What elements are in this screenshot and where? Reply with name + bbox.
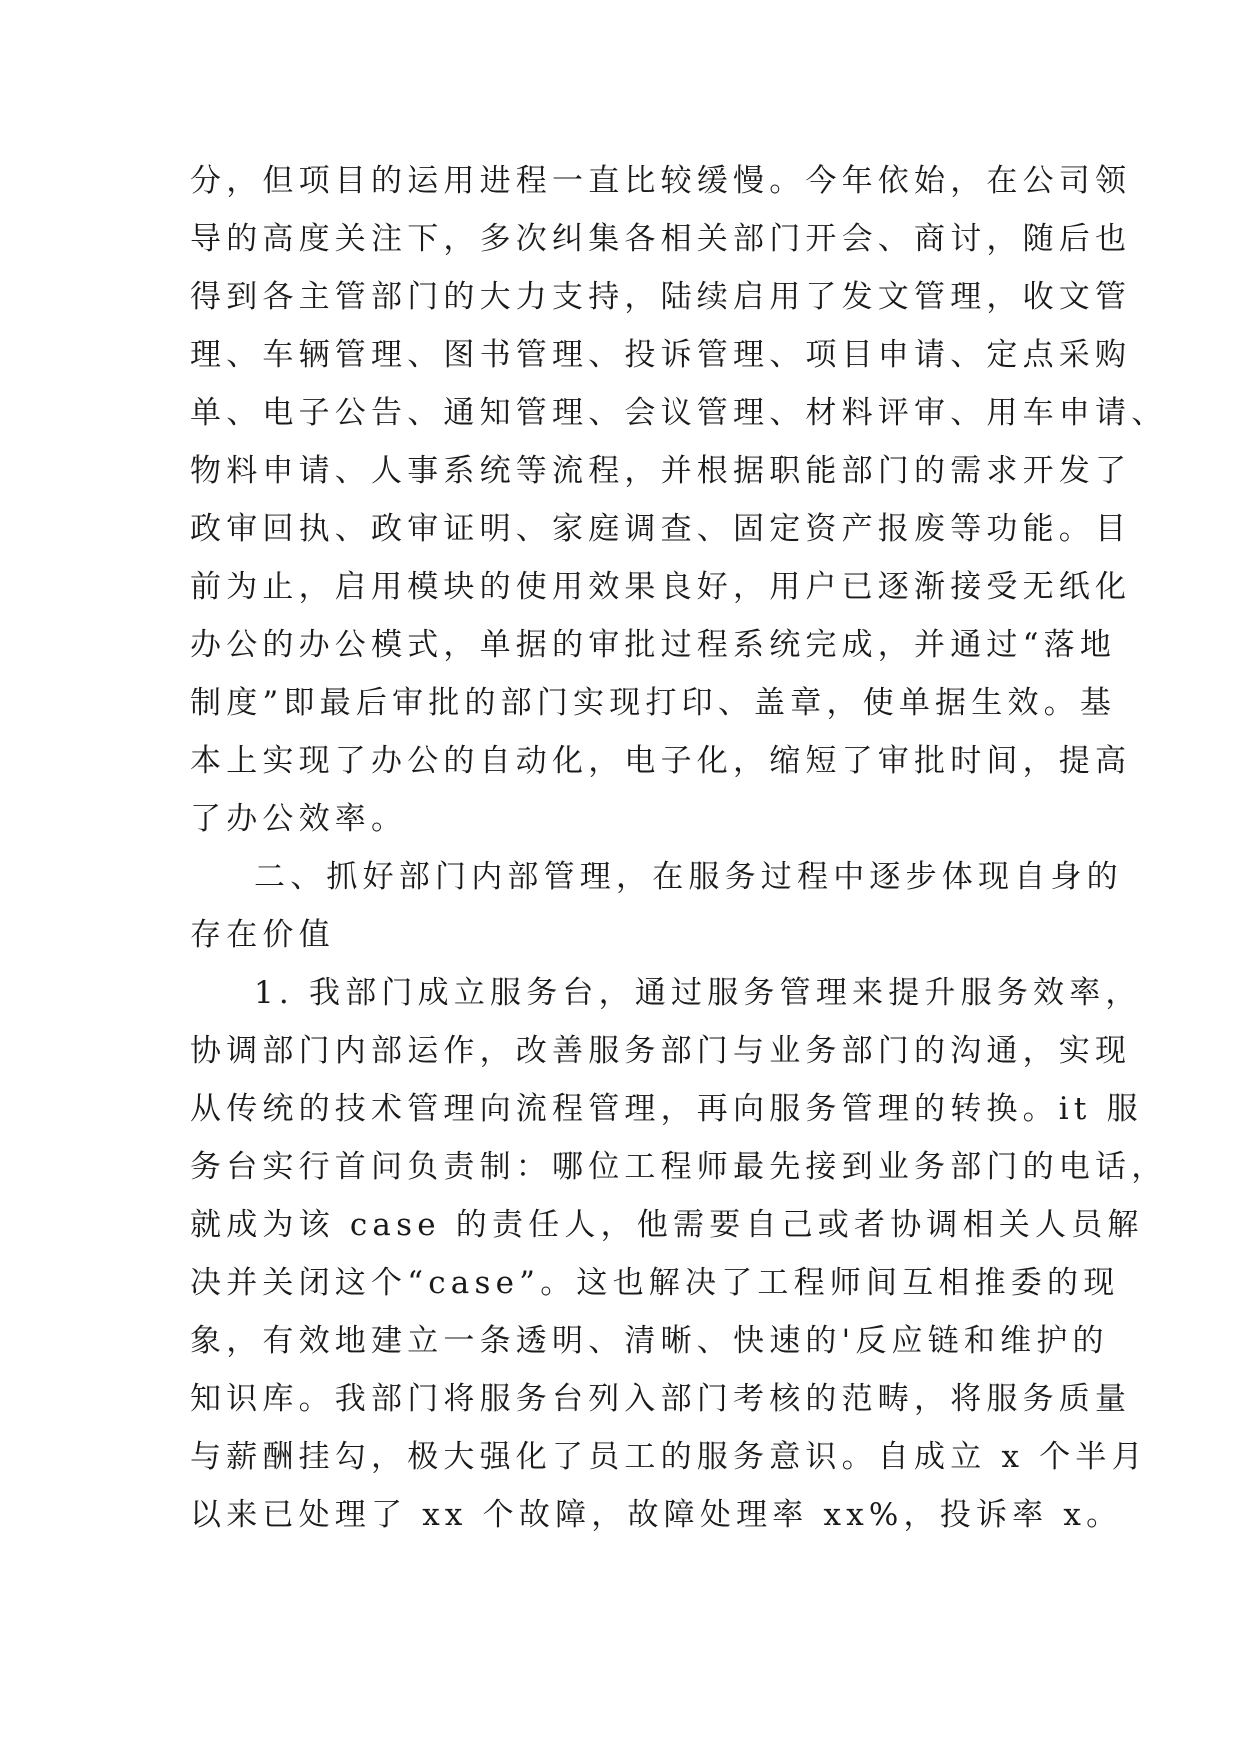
text-line: 协调部门内部运作，改善服务部门与业务部门的沟通，实现 (190, 1033, 1132, 1069)
text-line: 物料申请、人事系统等流程，并根据职能部门的需求开发了 (190, 453, 1132, 489)
text-line: 从传统的技术管理向流程管理，再向服务管理的转换。it 服 (190, 1091, 1143, 1127)
body-text (190, 152, 1168, 1544)
text-line: 本上实现了办公的自动化，电子化，缩短了审批时间，提高 (190, 743, 1132, 779)
text-line: 得到各主管部门的大力支持，陆续启用了发文管理，收文管 (190, 279, 1132, 315)
text-line: 分，但项目的运用进程一直比较缓慢。今年依始，在公司领 (190, 163, 1132, 199)
text-line: 象，有效地建立一条透明、清晰、快速的'反应链和维护的 (190, 1323, 1109, 1359)
text-line: 单、电子公告、通知管理、会议管理、材料评审、用车申请、 (190, 395, 1168, 431)
text-line: 知识库。我部门将服务台列入部门考核的范畴，将服务质量 (190, 1381, 1132, 1417)
text-line: 决并关闭这个“case”。这也解决了工程师间互相推委的现 (190, 1265, 1120, 1301)
text-line: 前为止，启用模块的使用效果良好，用户已逐渐接受无纸化 (190, 569, 1132, 605)
text-line: 导的高度关注下，多次纠集各相关部门开会、商讨，随后也 (190, 221, 1132, 257)
section-heading: 二、抓好部门内部管理，在服务过程中逐步体现自身的 (254, 859, 1123, 895)
section-heading-continued: 存在价值 (190, 917, 335, 953)
text-line: 以来已处理了 xx 个故障，故障处理率 xx%，投诉率 x。 (190, 1497, 1123, 1533)
text-line: 了办公效率。 (190, 801, 408, 837)
text-line: 办公的办公模式，单据的审批过程系统完成，并通过“落地 (190, 627, 1117, 663)
text-line: 就成为该 case 的责任人，他需要自己或者协调相关人员解 (190, 1207, 1144, 1243)
text-line: 政审回执、政审证明、家庭调查、固定资产报废等功能。目 (190, 511, 1132, 547)
text-line: 制度”即最后审批的部门实现打印、盖章，使单据生效。基 (190, 685, 1117, 721)
text-line: 务台实行首问负责制：哪位工程师最先接到业务部门的电话， (190, 1149, 1168, 1185)
text-line: 理、车辆管理、图书管理、投诉管理、项目申请、定点采购 (190, 337, 1132, 373)
text-line: 与薪酬挂勾，极大强化了员工的服务意识。自成立 x 个半月 (190, 1439, 1148, 1475)
list-item-start: 1. 我部门成立服务台，通过服务管理来提升服务效率， (254, 975, 1142, 1011)
